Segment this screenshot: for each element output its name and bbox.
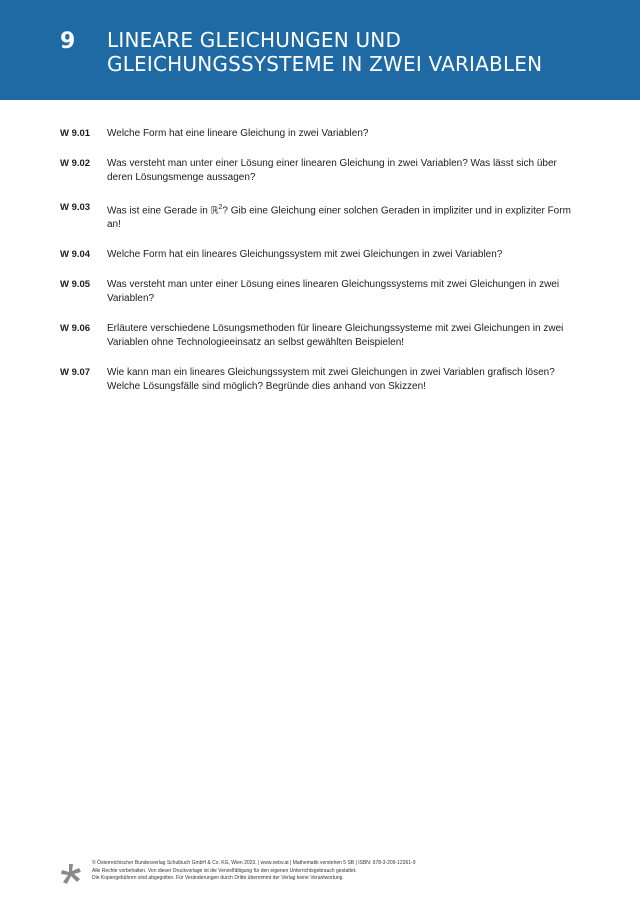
copyright-text	[92, 860, 415, 883]
task-item	[60, 201, 590, 232]
task-text: Welche Form hat eine lineare Gleichung in zwei Variablen?	[107, 128, 369, 139]
task-text-superscript: 2	[218, 204, 223, 211]
copyright-line-2: Alle Rechte vorbehalten. Von dieser Druckvorlage ist die Vervielfältigung für den eigenen Unterrichtsgebrauch gestattet.	[92, 867, 357, 874]
task-text: Was versteht man unter einer Lösung einer linearen Gleichung in zwei Variablen? Was lässt sich über deren Lösungsmenge aussagen?	[107, 158, 557, 183]
copyright-line-3: Die Kopiergebühren sind abgegolten. Für Veränderungen durch Dritte übernimmt der Verlag keine Verantwortung.	[92, 875, 344, 881]
task-text: Erläutere verschiedene Lösungsmethoden für lineare Gleichungssysteme mit zwei Gleichungen in zwei Variablen ohne Technologieeinsatz an selbst gewählten Beispielen!	[107, 323, 564, 349]
task-item	[60, 248, 590, 262]
task-id: W 9.06	[60, 323, 91, 335]
task-text-before: Was ist eine Gerade in ℝ	[107, 205, 219, 217]
chapter-title	[107, 28, 542, 76]
task-id: W 9.04	[60, 249, 91, 261]
task-id: W 9.07	[60, 367, 91, 379]
task-text	[107, 201, 590, 232]
task-item	[60, 157, 590, 185]
chapter-title-line-2: GLEICHUNGSSYSTEME IN ZWEI VARIABLEN	[107, 52, 543, 76]
task-text: Wie kann man ein lineares Gleichungssystem mit zwei Gleichungen in zwei Variablen grafisch lösen? Welche Lösungsfälle sind möglich? Begründe dies anhand von Skizzen!	[107, 367, 555, 393]
task-item	[60, 127, 590, 141]
oebv-logo-icon	[60, 863, 82, 885]
task-id: W 9.02	[60, 158, 91, 169]
task-id: W 9.05	[60, 279, 91, 291]
task-item	[60, 322, 590, 350]
task-id: W 9.01	[60, 128, 91, 139]
task-text: Welche Form hat ein lineares Gleichungssystem mit zwei Gleichungen in zwei Variablen?	[107, 249, 503, 261]
task-item	[60, 366, 590, 394]
task-item	[60, 278, 590, 306]
task-id: W 9.03	[60, 202, 91, 213]
task-text-after: ? Gib eine Gleichung einer solchen Geraden in impliziter und in expliziter Form an!	[107, 205, 571, 231]
chapter-title-line-1: LINEARE GLEICHUNGEN UND	[107, 28, 402, 52]
chapter-header	[0, 0, 640, 100]
task-text: Was versteht man unter einer Lösung eines linearen Gleichungssystems mit zwei Gleichungen in zwei Variablen?	[107, 279, 560, 305]
task-list	[60, 127, 590, 410]
chapter-number: 9	[60, 29, 76, 54]
copyright-line-1: © Österreichischer Bundesverlag Schulbuch GmbH & Co. KG, Wien 2023. | www.oebv.at | Mathematik verstehen 5 SB | ISBN: 978-3-209-12361-9	[92, 860, 416, 866]
